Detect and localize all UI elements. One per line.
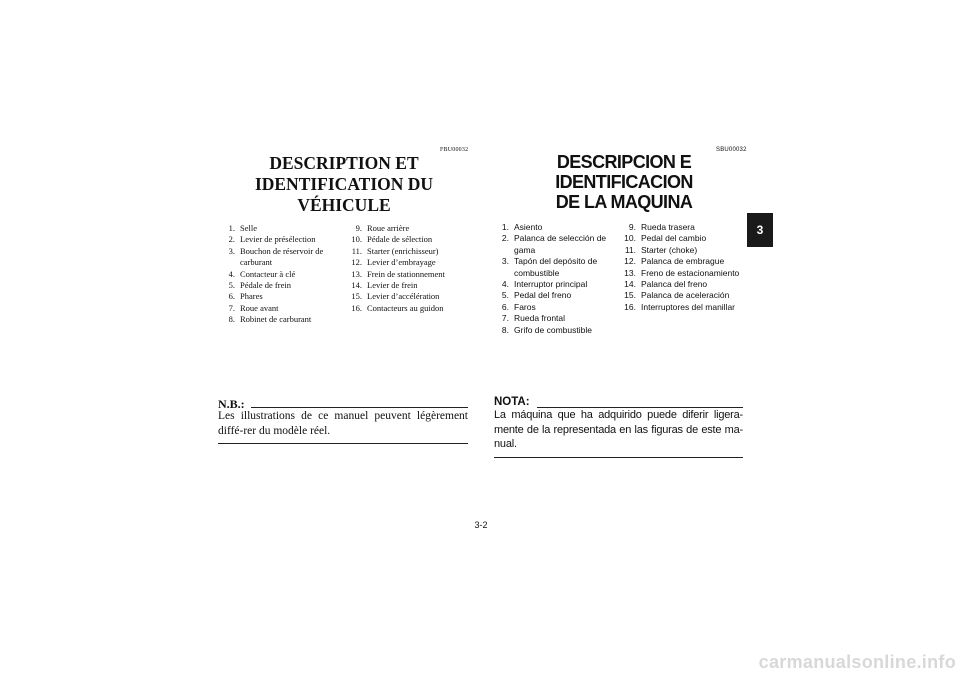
list-item xyxy=(497,256,615,279)
item-label: Roue arrière xyxy=(367,223,410,233)
list-item xyxy=(622,245,752,256)
french-title-line-1: DESCRIPTION ET xyxy=(269,153,419,173)
item-number: 16. xyxy=(624,301,636,312)
item-number: 7. xyxy=(228,302,235,313)
french-note-label: N.B.: xyxy=(218,397,245,411)
spanish-parts-list-col2 xyxy=(622,222,752,313)
item-label: Palanca de aceleración xyxy=(641,290,730,301)
list-item xyxy=(497,222,615,233)
french-note-rule-top xyxy=(251,407,468,408)
item-label: Freno de estacionamiento xyxy=(641,267,740,278)
item-label: Tapón del depósito de combustible xyxy=(514,256,598,278)
list-item xyxy=(349,234,469,245)
list-item xyxy=(223,234,333,245)
item-label: Pédale de sélection xyxy=(367,234,433,245)
spanish-parts-list-col1 xyxy=(497,222,615,336)
watermark: carmanualsonline.info xyxy=(758,652,956,672)
list-item xyxy=(622,279,752,290)
item-label: Roue avant xyxy=(240,302,279,313)
item-label: Frein de stationnement xyxy=(367,268,445,279)
item-label: Grifo de combustible xyxy=(514,324,592,335)
item-number: 9. xyxy=(628,222,636,232)
item-number: 13. xyxy=(624,267,636,278)
list-item xyxy=(349,291,469,302)
item-label: Interruptores del manillar xyxy=(641,301,736,312)
item-number: 8. xyxy=(228,314,235,325)
item-number: 12. xyxy=(624,256,636,267)
list-item xyxy=(622,233,752,244)
french-note-rule-bottom xyxy=(218,443,468,444)
item-number: 14. xyxy=(351,280,362,291)
item-number: 10. xyxy=(624,233,636,244)
item-label: Palanca de selección de gama xyxy=(514,233,607,255)
item-label: Levier d’embrayage xyxy=(367,257,436,268)
item-label: Pedal del cambio xyxy=(641,233,707,244)
list-item xyxy=(497,325,615,336)
spanish-title-line-2: DE LA MAQUINA xyxy=(555,192,693,212)
item-label: Robinet de carburant xyxy=(240,314,312,325)
spanish-note-text: La máquina que ha adquirido puede diferir ligera-mente de la representada en las figuras de este ma-nual. xyxy=(494,409,743,450)
spanish-note-label: NOTA: xyxy=(494,396,530,408)
item-number: 14. xyxy=(624,279,636,290)
item-label: Levier de frein xyxy=(367,280,418,291)
list-item xyxy=(223,314,333,325)
item-number: 16. xyxy=(351,302,362,313)
french-section-title xyxy=(218,153,470,216)
item-number: 9. xyxy=(355,223,362,233)
item-label: Pédale de frein xyxy=(240,280,291,291)
list-item xyxy=(349,269,469,280)
item-label: Starter (choke) xyxy=(641,244,698,255)
item-label: Palanca del freno xyxy=(641,279,708,290)
french-note-text: Les illustrations de ce manuel peuvent légèrement diffé-rer du modèle réel. xyxy=(218,410,468,437)
item-number: 5. xyxy=(228,280,235,291)
item-label: Levier d’accélération xyxy=(367,291,440,302)
item-number: 7. xyxy=(501,313,509,324)
item-number: 12. xyxy=(351,257,362,268)
list-item xyxy=(223,291,333,302)
list-item xyxy=(622,256,752,267)
list-item xyxy=(622,222,752,233)
spanish-section-code: SBU00032 xyxy=(716,147,747,153)
item-label: Faros xyxy=(514,301,536,312)
list-item xyxy=(349,246,469,257)
list-item xyxy=(622,268,752,279)
item-number: 13. xyxy=(351,268,362,279)
item-label: Contacteur à clé xyxy=(240,268,296,279)
item-label: Rueda trasera xyxy=(641,222,695,232)
page-number: 3-2 xyxy=(474,520,488,530)
item-label: Asiento xyxy=(514,222,543,232)
list-item xyxy=(497,233,615,256)
item-label: Pedal del freno xyxy=(514,290,572,301)
list-item xyxy=(349,303,469,314)
list-item xyxy=(223,223,333,234)
french-parts-list-col2 xyxy=(349,223,469,314)
list-item xyxy=(223,303,333,314)
list-item xyxy=(223,269,333,280)
list-item xyxy=(349,223,469,234)
item-number: 11. xyxy=(624,244,636,255)
list-item xyxy=(349,280,469,291)
french-section-code: FBU00032 xyxy=(440,147,469,153)
spanish-section-title xyxy=(493,152,755,212)
item-label: Phares xyxy=(240,291,263,302)
item-number: 6. xyxy=(501,301,509,312)
item-number: 6. xyxy=(228,291,235,302)
item-label: Palanca de embrague xyxy=(641,256,725,267)
item-number: 3. xyxy=(228,245,235,256)
french-title-line-2: IDENTIFICATION DU VÉHICULE xyxy=(254,174,434,215)
item-number: 3. xyxy=(501,256,509,267)
item-number: 4. xyxy=(228,268,235,279)
list-item xyxy=(497,313,615,324)
item-label: Selle xyxy=(240,223,257,233)
list-item xyxy=(349,257,469,268)
list-item xyxy=(223,246,333,269)
list-item xyxy=(622,290,752,301)
item-number: 1. xyxy=(501,222,509,232)
french-parts-list-col1 xyxy=(223,223,333,326)
spanish-note-rule-bottom xyxy=(494,457,743,458)
item-label: Starter (enrichisseur) xyxy=(367,245,439,256)
item-label: Contacteurs au guidon xyxy=(367,302,444,313)
item-number: 8. xyxy=(501,324,509,335)
list-item xyxy=(497,279,615,290)
list-item xyxy=(223,280,333,291)
list-item xyxy=(622,302,752,313)
item-number: 4. xyxy=(501,279,509,290)
list-item xyxy=(497,290,615,301)
item-number: 11. xyxy=(351,245,362,256)
item-label: Levier de présélection xyxy=(240,234,316,245)
item-number: 15. xyxy=(624,290,636,301)
list-item xyxy=(497,302,615,313)
item-number: 5. xyxy=(501,290,509,301)
item-label: Rueda frontal xyxy=(514,313,566,324)
item-label: Bouchon de réservoir de carburant xyxy=(240,245,324,268)
item-number: 15. xyxy=(351,291,362,302)
item-number: 2. xyxy=(228,234,235,245)
spanish-title-line-1: DESCRIPCION E IDENTIFICACION xyxy=(555,152,693,192)
item-number: 2. xyxy=(501,233,509,244)
item-number: 1. xyxy=(228,223,235,233)
item-label: Interruptor principal xyxy=(514,279,588,290)
chapter-tab: 3 xyxy=(747,213,773,247)
item-number: 10. xyxy=(351,234,362,245)
